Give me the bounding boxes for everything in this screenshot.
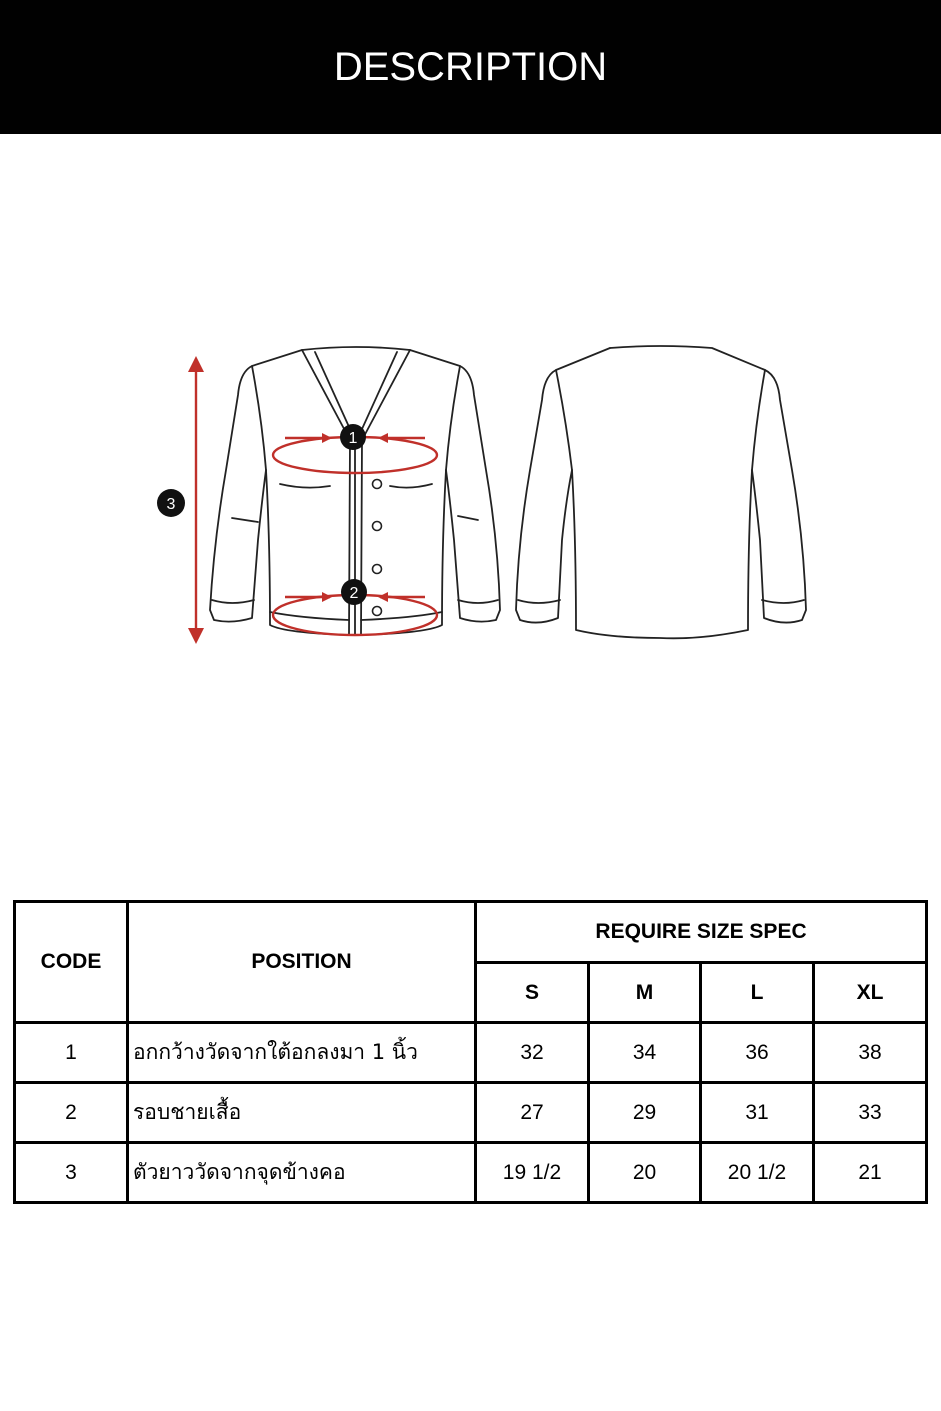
row-value-xl: 38	[814, 1023, 927, 1083]
row-value-m: 29	[589, 1083, 701, 1143]
page-title: DESCRIPTION	[333, 44, 608, 89]
row-value-l: 31	[701, 1083, 814, 1143]
spec-header: REQUIRE SIZE SPEC	[476, 902, 927, 963]
row-position: อกกว้างวัดจากใต้อกลงมา 1 นิ้ว	[128, 1023, 476, 1083]
row-code: 1	[15, 1023, 128, 1083]
row-value-s: 27	[476, 1083, 589, 1143]
marker-1-label: 1	[348, 430, 358, 447]
length-measure-line	[188, 356, 204, 644]
marker-3-label: 3	[166, 496, 176, 513]
size-header-xl: XL	[814, 963, 927, 1023]
cardigan-back-drawing	[516, 346, 806, 638]
marker-1-badge	[340, 424, 366, 450]
size-header-l: L	[701, 963, 814, 1023]
size-header-s: S	[476, 963, 589, 1023]
row-value-m: 20	[589, 1143, 701, 1203]
row-value-s: 19 1/2	[476, 1143, 589, 1203]
row-value-m: 34	[589, 1023, 701, 1083]
table-row	[15, 1083, 927, 1143]
row-position: รอบชายเสื้อ	[128, 1083, 476, 1143]
code-header: CODE	[15, 902, 128, 1023]
row-value-xl: 33	[814, 1083, 927, 1143]
table-row	[15, 1023, 927, 1083]
marker-2-label: 2	[349, 585, 359, 602]
row-value-l: 20 1/2	[701, 1143, 814, 1203]
row-value-s: 32	[476, 1023, 589, 1083]
cardigan-measurement-diagram	[0, 330, 941, 660]
row-position: ตัวยาววัดจากจุดข้างคอ	[128, 1143, 476, 1203]
marker-2-badge	[341, 579, 367, 605]
row-value-l: 36	[701, 1023, 814, 1083]
row-value-xl: 21	[814, 1143, 927, 1203]
position-header: POSITION	[128, 902, 476, 1023]
marker-3-badge	[157, 489, 185, 517]
header-bar	[0, 0, 941, 134]
table-row	[15, 1143, 927, 1203]
row-code: 2	[15, 1083, 128, 1143]
size-header-m: M	[589, 963, 701, 1023]
row-code: 3	[15, 1143, 128, 1203]
size-spec-table	[13, 900, 928, 1204]
